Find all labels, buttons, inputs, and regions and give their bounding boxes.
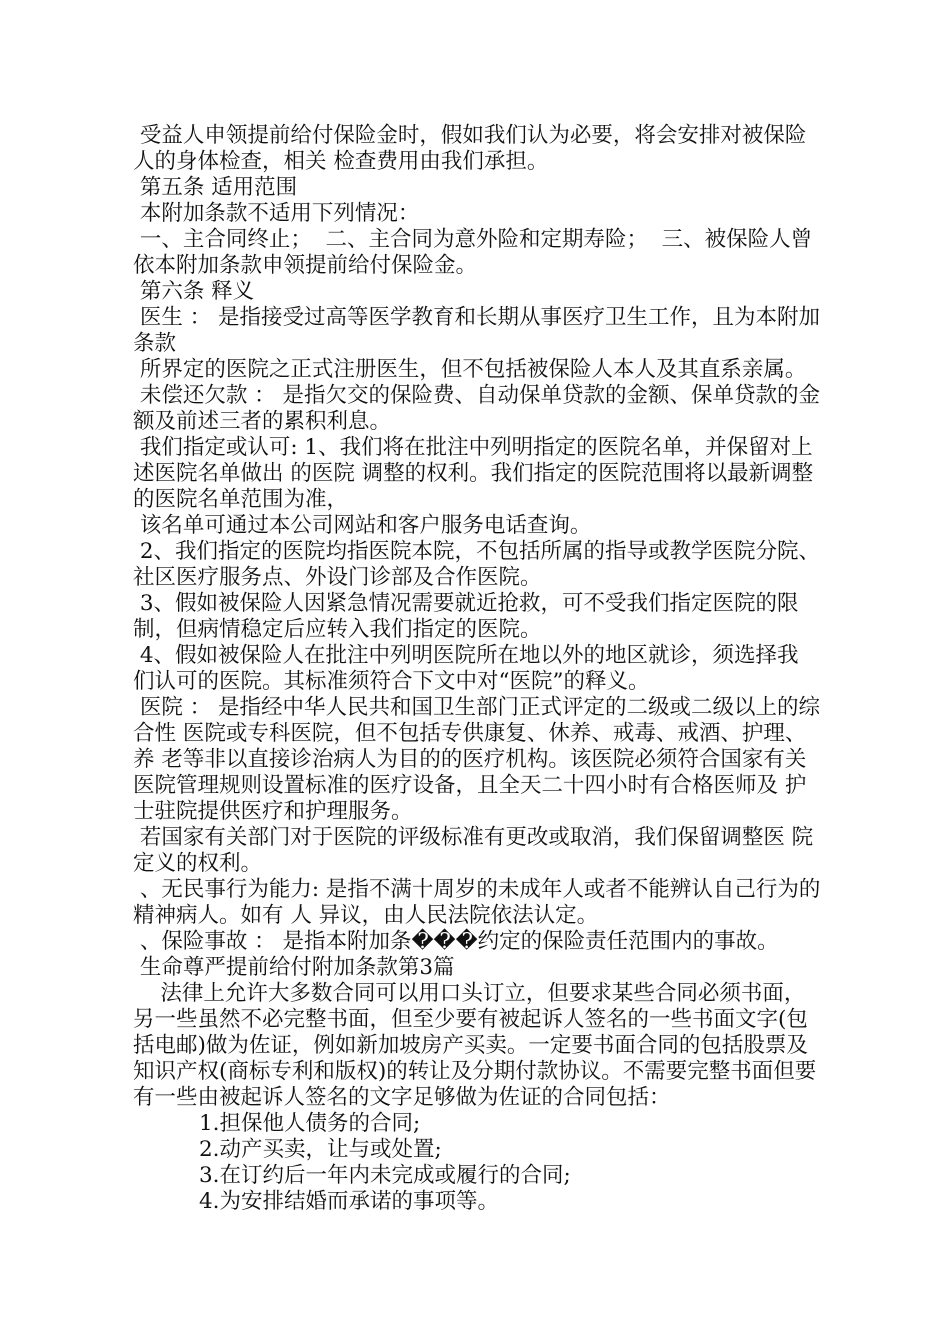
section-heading: 第六条 释义 — [133, 279, 255, 304]
paragraph: 一、主合同终止； 二、主合同为意外险和定期寿险； 三、被保险人曾依本附加条款申领提前给付保险金。 — [133, 227, 813, 278]
list-item: 4.为安排结婚而承诺的事项等。 — [199, 1189, 500, 1214]
list-item: 1.担保他人债务的合同; — [199, 1111, 421, 1136]
paragraph: 医生 ： 是指接受过高等医学教育和长期从事医疗卫生工作，且为本附加条款 — [133, 305, 821, 356]
paragraph: 2、我们指定的医院均指医院本院，不包括所属的指导或教学医院分院、 社区医疗服务点、外设门诊部及合作医院。 — [133, 539, 827, 590]
paragraph: 法律上允许大多数合同可以用口头订立，但要求某些合同必须书面，另一些虽然不必完整书面，但至少要有被起诉人签名的一些书面文字(包括电邮)做为佐证，例如新加坡房产买卖。一定要书面合同的包括股票及知识产权(商标专利和版权)的转让及分期付款协议。不需要完整书面但要有一些由被起诉人签名的文字足够做为佐证的合同包括： — [133, 981, 817, 1110]
paragraph: 该名单可通过本公司网站和客户服务电话查询。 — [133, 513, 592, 538]
paragraph: 医院 ： 是指经中华人民共和国卫生部门正式评定的二级或二级以上的综合性 医院或专科医院，但不包括专供康复、休养、戒毒、戒酒、护理、养 老等非以直接诊治病人为目的的医疗机构。该医院必须符合国家有关 医院管理规则设置标准的医疗设备，且全天二十四小时有合格医师及 护士驻院提供医疗和护理服务。 — [133, 695, 821, 824]
paragraph: 、无民事行为能力: 是指不满十周岁的未成年人或者不能辨认自己行为的精神病人。如有 人 异议，由人民法院依法认定。 — [133, 877, 821, 928]
list-item: 3.在订约后一年内未完成或履行的合同; — [199, 1163, 571, 1188]
paragraph: 受益人申领提前给付保险金时，假如我们认为必要，将会安排对被保险人的身体检查，相关 检查费用由我们承担。 — [133, 123, 807, 174]
section-heading: 第五条 适用范围 — [133, 175, 298, 200]
paragraph: 所界定的医院之正式注册医生，但不包括被保险人本人及其直系亲属。 — [133, 357, 807, 382]
paragraph: 4、假如被保险人在批注中列明医院所在地以外的地区就诊，须选择我 们认可的医院。其标准须符合下文中对“医院”的释义。 — [133, 643, 806, 694]
list-item: 2.动产买卖，让与或处置; — [199, 1137, 442, 1162]
paragraph: 、保险事故 ： 是指本附加条���约定的保险责任范围内的事故。 — [133, 929, 779, 954]
document-body — [133, 123, 827, 1215]
paragraph: 我们指定或认可: 1、我们将在批注中列明指定的医院名单，并保留对上述医院名单做出 的医院 调整的权利。我们指定的医院范围将以最新调整的医院名单范围为准， — [133, 435, 814, 512]
paragraph: 未偿还欠款 ： 是指欠交的保险费、自动保单贷款的金额、保单贷款的金额及前述三者的累积利息。 — [133, 383, 821, 434]
paragraph: 本附加条款不适用下列情况： — [133, 201, 420, 226]
article-title: 生命尊严提前给付附加条款第3篇 — [133, 955, 455, 980]
paragraph: 3、假如被保险人因紧急情况需要就近抢救，可不受我们指定医院的限 制，但病情稳定后应转入我们指定的医院。 — [133, 591, 806, 642]
paragraph: 若国家有关部门对于医院的评级标准有更改或取消，我们保留调整医 院定义的权利。 — [133, 825, 814, 876]
